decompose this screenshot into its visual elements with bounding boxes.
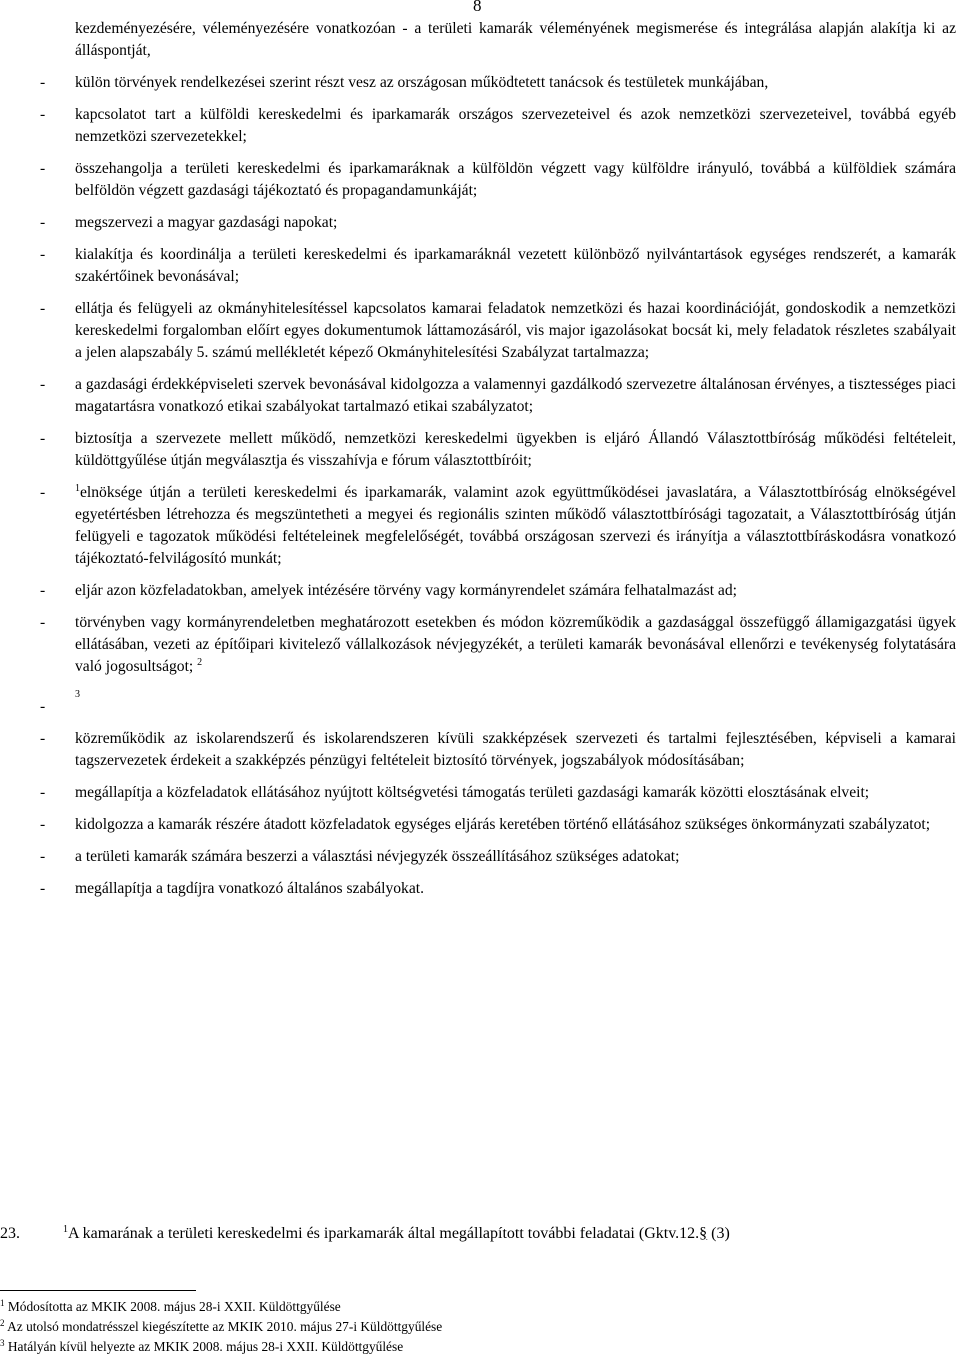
list-item [40,158,956,202]
list-dash: - [40,698,46,715]
list-dash: - [40,300,46,317]
section-heading: $^1$A kamarának a területi kereskedelmi és iparkamarák által megállapított további feladatai (Gktv.12.§ (3) [63,1224,730,1242]
list-dash: - [40,784,46,801]
list-dash: - [40,816,46,833]
list-item [40,814,956,836]
list-item-text: megszervezi a magyar gazdasági napokat; [75,214,338,231]
list-dash: - [40,730,46,747]
list-item [40,878,956,900]
list-dash: - [40,106,46,123]
list-dash: - [40,582,46,599]
list-item-text [75,688,956,718]
list-item [40,580,956,602]
list-item-text: biztosítja a szervezete mellett működő, nemzetközi kereskedelmi ügyekben is eljáró Állandó Választottbíróság működési feltételeit, küldöttgyűlése útján megválasztja és visszahívja e fórum választottbíróit; [75,430,956,469]
list-dash: - [40,376,46,393]
list-item-text: kialakítja és koordinálja a területi kereskedelmi és iparkamaráknál vezetett különböző nyilvántartások egységes rendszerét, a kamarák szakértőinek bevonásával; [75,246,956,285]
list-item-text: kapcsolatot tart a külföldi kereskedelmi és iparkamarák országos szervezeteivel és azok nemzetközi szervezeteivel, továbbá egyéb nemzetközi szervezetekkel; [75,106,956,145]
list-item-text: kidolgozza a kamarák részére átadott közfeladatok egységes eljárás keretében történő ellátásához szükséges önkormányzati szabályzatot; [75,816,931,833]
list-item-text: megállapítja a közfeladatok ellátásához nyújtott költségvetési támogatás területi gazdasági kamarák közötti elosztásának elveit; [75,784,870,801]
footnote-divider [0,1290,196,1291]
section-number: 23. [0,1225,20,1242]
list-item [40,782,956,804]
list-item-text: a területi kamarák számára beszerzi a választási névjegyzék összeállításához szükséges adatokat; [75,848,680,865]
footnote-ref: 2 [197,657,203,668]
footnotes [0,1297,442,1357]
list-item [40,428,956,472]
list-item [40,846,956,868]
footnote: $^3$ Hatályán kívül helyezte az MKIK 2008. május 28-i XXII. Küldöttgyűlése [0,1338,404,1354]
list-item-text: közreműködik az iskolarendszerű és iskolarendszeren kívüli szakképzések szervezeti és tartalmi fejlesztésében, képviseli a kamarai tagszervezetek érdekeit a szakképzés pénzügyi feltételeit biztosító törvények, jogszabályok módosításában; [75,730,956,769]
list-dash: - [40,848,46,865]
document-body [40,18,956,900]
footnote-ref: 3 [75,689,80,700]
list-dash: - [40,214,46,231]
intro-paragraph: kezdeményezésére, véleményezésére vonatkozóan - a területi kamarák véleményének megismerése és integrálása alapján alakítja ki az álláspontját, [75,20,956,59]
page-number: 8 [473,0,482,15]
list-item-text: ellátja és felügyeli az okmányhitelesítéssel kapcsolatos kamarai feladatok nemzetközi és hazai koordinációját, gondoskodik a nemzetközi kereskedelmi forgalomban előírt egyes dokumentumok láttamozásáról, vis major igazolásokat bocsát ki, mely feladatok részletes szabályait a jelen alapszabály 5. számú mellékletét képező Okmányhitelesítési Szabályzat tartalmazza; [75,300,956,361]
list-item-text: $^1$elnöksége útján a területi kereskedelmi és iparkamarák, valamint azok együttműködései javaslatára, a Választottbíróság elnökségével egyetértésben létrehozza és megszüntetheti a megyei és regionális szinten működő választottbírósági tagozatait, a Választottbíróság útján felügyeli e tagozatok működési feltételeinek megfelelőségét, továbbá országosan szervezi és irányítja a választottbíráskodásra vonatkozó tájékoztató-felvilágosító munkát; [75,483,956,567]
footnote-ref: 1 [63,1224,68,1235]
paragraph-sign: § [699,1225,708,1242]
footnote: $^1$ Módosította az MKIK 2008. május 28-i XXII. Küldöttgyűlése [0,1298,341,1314]
list-dash: - [40,246,46,263]
list-dash: - [40,614,46,631]
list-item [40,688,956,718]
list-item [40,482,956,570]
list-item [40,72,956,94]
list-item-text: külön törvények rendelkezései szerint részt vesz az országosan működtetett tanácsok és testületek munkájában, [75,74,769,91]
list-item-text: megállapítja a tagdíjra vonatkozó általános szabályokat. [75,880,424,897]
list-dash: - [40,880,46,897]
list-item-text: törvényben vagy kormányrendeletben meghatározott esetekben és módon közreműködik a gazdasággal összefüggő államigazgatási ügyek ellátásában, vezeti az építőipari kivitelező vállalkozások névjegyzékét, a területi kamarák bevonásával ellenőrzi e tevékenység folytatására való jogosultságot; $^2$ [75,614,956,675]
list-item-text: összehangolja a területi kereskedelmi és iparkamaráknak a külföldön végzett vagy külföldre irányuló, továbbá a külföldiek számára belföldön végzett gazdasági tájékoztató és propagandamunkáját; [75,160,956,199]
list-dash: - [40,74,46,91]
list-item [40,212,956,234]
list-item [40,612,956,678]
list-item [40,104,956,148]
footnote-ref: 1 [75,483,80,494]
list-item [40,244,956,288]
list-item [40,298,956,364]
list-item-text: a gazdasági érdekképviseleti szervek bevonásával kidolgozza a valamennyi gazdálkodó szervezetre általánosan érvényes, a tisztességes piaci magatartásra vonatkozó etikai szabályokat tartalmazó etikai szabályzatot; [75,376,956,415]
list-dash: - [40,484,46,501]
list-dash: - [40,430,46,447]
footnote: $^2$ Az utolsó mondatrésszel kiegészítette az MKIK 2010. május 27-i Küldöttgyűlése [0,1318,443,1334]
list-item-text: eljár azon közfeladatokban, amelyek intézésére törvény vagy kormányrendelet számára felhatalmazást ad; [75,582,737,599]
task-list [40,72,956,900]
list-item [40,728,956,772]
list-item [40,374,956,418]
list-dash: - [40,160,46,177]
